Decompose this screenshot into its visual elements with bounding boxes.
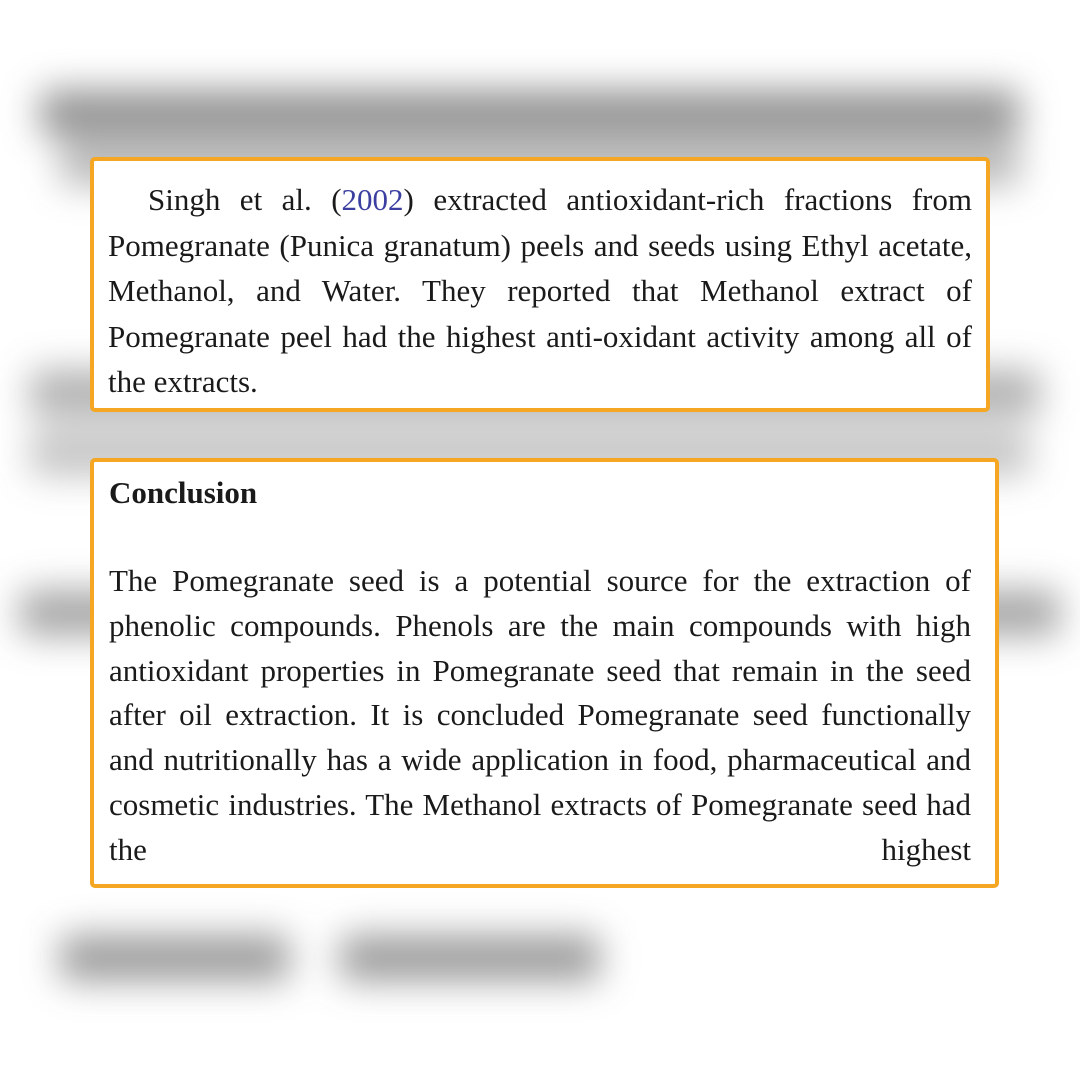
highlighted-passage-singh [90, 157, 990, 412]
citation-link-2002[interactable]: 2002 [341, 182, 404, 217]
singh-prefix: Singh et al. ( [148, 182, 342, 217]
conclusion-paragraph: The Pomegranate seed is a potential source for the extraction of phenolic compounds. Phenols are the main compounds with high antioxidant properties in Pomegranate seed that remain in the seed after oil extraction. It is concluded Pomegranate seed functionally and nutritionally has a wide application in food, pharmaceutical and cosmetic industries. The Methanol extracts of Pomegranate seed had the highest [109, 563, 971, 867]
highlighted-passage-conclusion [90, 458, 999, 888]
singh-paragraph [108, 177, 972, 405]
singh-suffix: ) extracted antioxidant-rich fractions from Pomegranate (Punica granatum) peels and seeds using Ethyl acetate, Methanol, and Water. They reported that Methanol extract of Pomegranate peel had the highest anti-oxidant activity among all of the extracts. [108, 182, 972, 399]
conclusion-heading: Conclusion [109, 475, 258, 510]
